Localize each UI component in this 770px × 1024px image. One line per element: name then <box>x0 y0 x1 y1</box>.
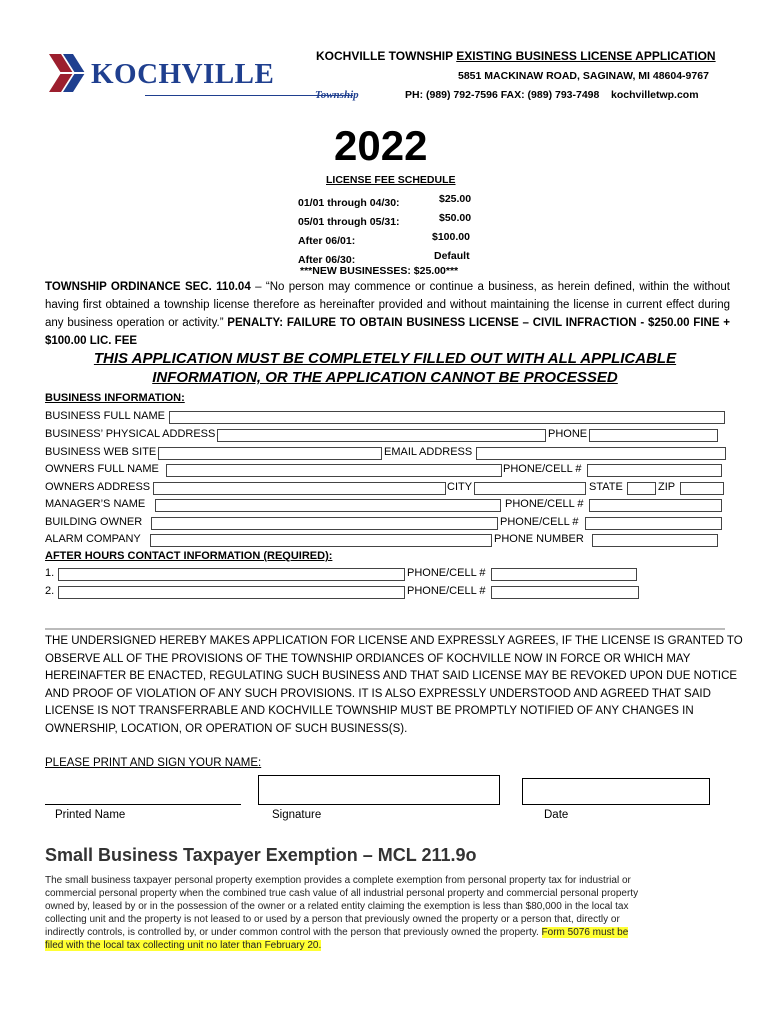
alarm-phone-input[interactable] <box>592 534 718 547</box>
fee-row: 01/01 through 04/30: $25.00 <box>298 193 472 209</box>
city-input[interactable] <box>474 482 586 495</box>
signature-label: Signature <box>272 809 322 821</box>
section-divider <box>45 628 725 630</box>
new-business-fee: ***NEW BUSINESSES: $25.00*** <box>300 265 459 277</box>
logo-chevrons-icon <box>47 50 91 96</box>
contact1-phone-label: PHONE/CELL # <box>407 567 486 579</box>
managers-name-label: MANAGER’S NAME <box>45 498 146 510</box>
managers-name-input[interactable] <box>155 499 501 512</box>
building-owner-phone-label: PHONE/CELL # <box>500 516 579 528</box>
license-year: 2022 <box>334 122 428 169</box>
physical-address-input[interactable] <box>217 429 546 442</box>
web-site-label: BUSINESS WEB SITE <box>45 446 157 458</box>
building-owner-input[interactable] <box>151 517 498 530</box>
logo-wordmark: KOCHVILLE <box>91 58 275 90</box>
owners-full-name-input[interactable] <box>166 464 502 477</box>
township-logo <box>47 50 359 101</box>
state-label: STATE <box>589 481 623 493</box>
sign-prompt: PLEASE PRINT AND SIGN YOUR NAME: <box>45 757 262 769</box>
completion-warning: THIS APPLICATION MUST BE COMPLETELY FILLED OUT WITH ALL APPLICABLE INFORMATION, OR THE APPLICATION CANNOT BE PROCESSED <box>93 350 677 386</box>
contact2-phone-input[interactable] <box>491 586 639 599</box>
agreement-text: THE UNDERSIGNED HEREBY MAKES APPLICATION FOR LICENSE AND EXPRESSLY AGREES, IF THE LICENSE IS GRANTED TO OBSERVE ALL OF THE PROVISIONS OF THE TOWNSHIP ORDIANCES OF KOCHVILLE NOW IN FORCE OR WHICH MAY HEREINAFTER BE ENACTED, REGULATING SUCH BUSINESS AND THAT SAID LICENSE MAY BE REVOKED UPON DUE NOTICE AND PROOF OF VIOLATION OF ANY SUCH PROVISIONS. IT IS ALSO EXPRESSLY UNDERSTOOD AND AGREED THAT SAID LICENSE IS NOT TRANSFERRABLE AND KOCHVILLE TOWNSHIP MUST BE PROMPTLY NOTIFIED OF ANY CHANGES IN OWNERSHIP, LOCATION, OR OPERATION OF SUCH BUSINESS(S). <box>45 635 743 735</box>
contact2-name-input[interactable] <box>58 586 405 599</box>
manager-phone-input[interactable] <box>589 499 722 512</box>
owners-address-label: OWNERS ADDRESS <box>45 481 151 493</box>
building-owner-phone-input[interactable] <box>585 517 722 530</box>
filing-deadline-notice: filed with the local tax collecting unit no later than February 20. <box>45 940 322 951</box>
email-label: EMAIL ADDRESS <box>384 446 473 458</box>
web-site-input[interactable] <box>158 447 382 460</box>
owners-address-input[interactable] <box>153 482 446 495</box>
after-hours-heading: AFTER HOURS CONTACT INFORMATION (REQUIRED): <box>45 550 333 562</box>
fee-row: After 06/01: $100.00 <box>298 231 470 247</box>
printed-name-label: Printed Name <box>55 809 126 821</box>
business-phone-label: PHONE <box>548 428 588 440</box>
business-full-name-label: BUSINESS FULL NAME <box>45 410 166 422</box>
owner-phone-input[interactable] <box>587 464 722 477</box>
contact2-label: 2. <box>45 585 55 597</box>
business-full-name-input[interactable] <box>169 411 725 424</box>
fee-row: After 06/30: Default <box>298 250 470 266</box>
zip-input[interactable] <box>680 482 724 495</box>
state-input[interactable] <box>627 482 656 495</box>
owners-full-name-label: OWNERS FULL NAME <box>45 463 159 475</box>
contact1-phone-input[interactable] <box>491 568 637 581</box>
email-input[interactable] <box>476 447 726 460</box>
ordinance-paragraph: TOWNSHIP ORDINANCE SEC. 110.04 – “No person may commence or continue a business, as herein defined, within the without having first obtained a township license therefore as hereinafter provided and without maintaining the license in current effect during any business operation or activity.” PENALTY: FAILURE TO OBTAIN BUSINESS LICENSE – CIVIL INFRACTION - $250.00 FINE + $100.00 LIC. FEE <box>45 281 730 347</box>
alarm-phone-label: PHONE NUMBER <box>494 533 584 545</box>
contact1-name-input[interactable] <box>58 568 405 581</box>
date-label: Date <box>544 809 569 821</box>
fee-row: 05/01 through 05/31: $50.00 <box>298 212 472 228</box>
exemption-title: Small Business Taxpayer Exemption – MCL 211.9o <box>45 845 477 865</box>
township-address: 5851 MACKINAW ROAD, SAGINAW, MI 48604-9767 <box>458 70 709 82</box>
building-owner-label: BUILDING OWNER <box>45 516 143 528</box>
signature-input[interactable] <box>258 775 500 805</box>
date-input[interactable] <box>522 778 710 805</box>
fee-schedule-table <box>298 193 478 269</box>
logo-subtitle: Township <box>315 89 359 101</box>
physical-address-label: BUSINESS’ PHYSICAL ADDRESS <box>45 428 216 440</box>
township-phone-fax: PH: (989) 792-7596 FAX: (989) 793-7498 kochvilletwp.com <box>405 89 699 101</box>
exemption-text: The small business taxpayer personal property exemption provides a complete exemption from personal property tax for industrial or commercial personal property when the combined true cash value of all industrial personal property and commercial personal property owned by, leased by or in the possession of the owner or a related entity claiming the exemption is less than $80,000 in the local tax collecting unit and the property is not leased to or used by a person that previously owned the property or a person that, directly or indirectly controls, is controlled by, or under common control with the person that previously owned the property. Form 5076 must be filed with the local tax collecting unit no later than February 20. <box>45 875 639 951</box>
application-title: KOCHVILLE TOWNSHIP EXISTING BUSINESS LICENSE APPLICATION <box>316 49 716 63</box>
owner-phone-label: PHONE/CELL # <box>503 463 582 475</box>
township-website: kochvilletwp.com <box>611 89 699 101</box>
form-5076-notice: Form 5076 must be <box>541 927 629 938</box>
contact2-phone-label: PHONE/CELL # <box>407 585 486 597</box>
alarm-company-label: ALARM COMPANY <box>45 533 141 545</box>
city-label: CITY <box>447 481 473 493</box>
manager-phone-label: PHONE/CELL # <box>505 498 584 510</box>
fee-schedule-title: LICENSE FEE SCHEDULE <box>326 174 456 186</box>
alarm-company-input[interactable] <box>150 534 492 547</box>
business-phone-input[interactable] <box>589 429 718 442</box>
business-info-heading: BUSINESS INFORMATION: <box>45 392 185 404</box>
contact1-label: 1. <box>45 567 55 579</box>
zip-label: ZIP <box>658 481 676 493</box>
printed-name-input[interactable] <box>45 778 241 805</box>
